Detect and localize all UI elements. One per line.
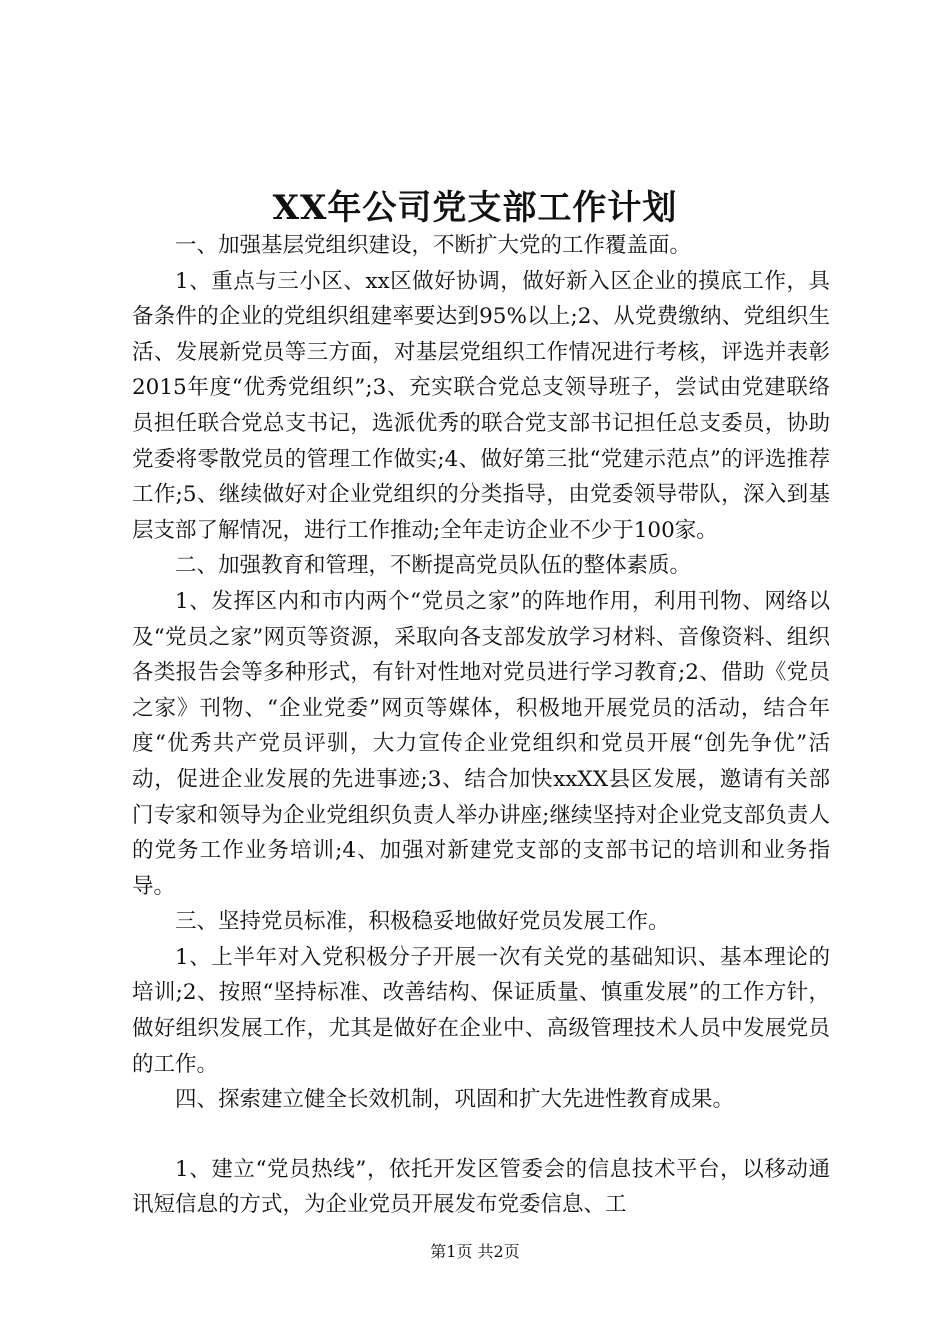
document-title: XX年公司党支部工作计划 xyxy=(272,188,678,228)
section-3-content: 1、上半年对入党积极分子开展一次有关党的基础知识、基本理论的培训;2、按照“坚持标准、改善结构、保证质量、慎重发展”的工作方针，做好组织发展工作，尤其是做好在企业中、高级管理技术人员中发展党员的工作。 xyxy=(132,944,830,1077)
section-heading-4: 四、探索建立健全长效机制，巩固和扩大先进性教育成果。 xyxy=(175,1087,735,1113)
section-2-content: 1、发挥区内和市内两个“党员之家”的阵地作用，利用刊物、网络以及“党员之家”网页等资源，采取向各支部发放学习材料、音像资料、组织各类报告会等多种形式，有针对性地对党员进行学习教育;2、借助《党员之家》刊物、“企业党委”网页等媒体，积极地开展党员的活动，结合年度“优秀共产党员评驯，大力宣传企业党组织和党员开展“创先争优”活动，促进企业发展的先进事迹;3、结合加快xxXX县区发展，邀请有关部门专家和领导为企业党组织负责人举办讲座;继续坚持对企业党支部负责人的党务工作业务培训;4、加强对新建党支部的支部书记的培训和业务指导。 xyxy=(132,588,830,899)
section-heading-2: 二、加强教育和管理，不断提高党员队伍的整体素质。 xyxy=(175,553,692,579)
document-body xyxy=(132,228,830,1223)
paragraph-gap xyxy=(132,1118,830,1152)
section-heading-3: 三、坚持党员标准，积极稳妥地做好党员发展工作。 xyxy=(175,909,670,935)
section-4-content: 1、建立“党员热线”，依托开发区管委会的信息技术平台，以移动通讯短信息的方式，为企业党员开展发布党委信息、工 xyxy=(132,1156,830,1218)
section-heading-1: 一、加强基层党组织建设，不断扩大党的工作覆盖面。 xyxy=(175,233,692,258)
section-1-content: 1、重点与三小区、xx区做好协调，做好新入区企业的摸底工作，具备条件的企业的党组织组建率要达到95%以上;2、从党费缴纳、党组织生活、发展新党员等三方面，对基层党组织工作情况进行考核，评选并表彰2015年度“优秀党组织”;3、充实联合党总支领导班子，尝试由党建联络员担任联合党总支书记，选派优秀的联合党支部书记担任总支委员，协助党委将零散党员的管理工作做实;4、做好第三批“党建示范点”的评选推荐工作;5、继续做好对企业党组织的分类指导，由党委领导带队，深入到基层支部了解情况，进行工作推动;全年走访企业不少于100家。 xyxy=(132,268,830,543)
page-number-footer: 第1页 共2页 xyxy=(430,1242,520,1261)
